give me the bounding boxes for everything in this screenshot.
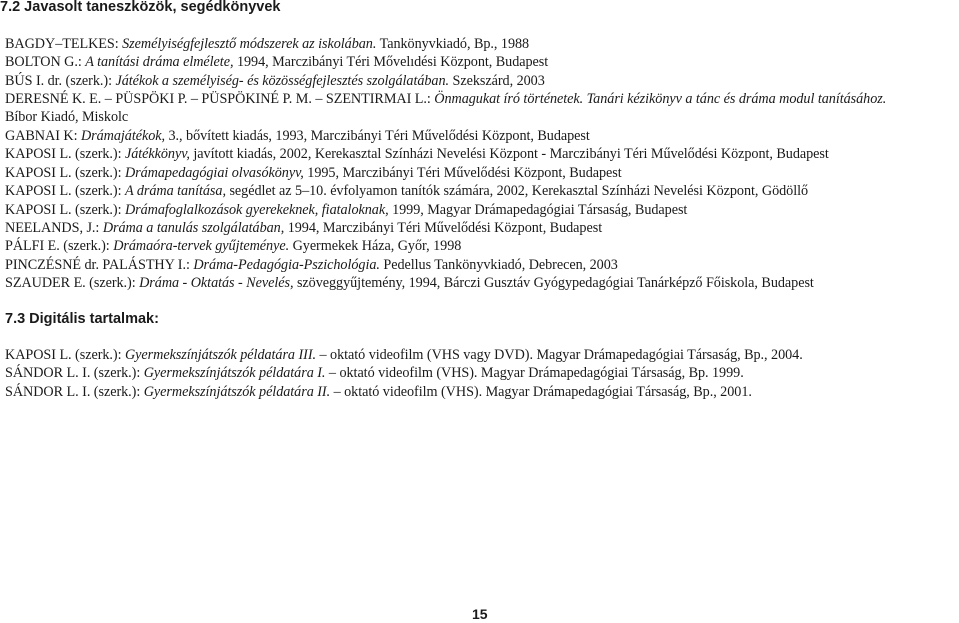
reference-text: GABNAI K: — [5, 128, 81, 144]
reference-entry — [5, 364, 744, 382]
reference-text: 1994, Marczibányi Téri Mővelıdési Központ, Budapest — [233, 54, 549, 70]
reference-text: 3., bővített kiadás, 1993, Marczibányi Téri Művelődési Központ, Budapest — [165, 128, 590, 144]
reference-text: szöveggyűjtemény, 1994, Bárczi Gusztáv Gyógypedagógiai Tanárképző Főiskola, Budapest — [293, 275, 814, 291]
reference-title: Drámajátékok, — [80, 128, 166, 144]
reference-entry — [5, 219, 602, 237]
reference-text: javított kiadás, 2002, Kerekasztal Színházi Nevelési Központ - Marczibányi Téri Művelődési Központ, Budapest — [189, 146, 829, 162]
section-heading-7-3: 7.3 Digitális tartalmak: — [5, 311, 159, 327]
page-number: 15 — [472, 606, 488, 622]
reference-text: BAGDY–TELKES: — [5, 36, 123, 52]
reference-text: PÁLFI E. (szerk.): — [5, 238, 114, 254]
reference-text: Gyermekek Háza, Győr, 1998 — [289, 238, 462, 254]
reference-text: Bíbor Kiadó, Miskolc — [5, 109, 129, 125]
reference-title: Játékok a személyiség- és közösségfejlesztés szolgálatában. — [115, 73, 450, 89]
reference-title: Drámapedagógiai olvasókönyv, — [124, 165, 304, 181]
reference-text: Pedellus Tankönyvkiadó, Debrecen, 2003 — [379, 257, 618, 273]
reference-text: NEELANDS, J.: — [5, 220, 103, 236]
reference-title: Dráma - Oktatás - Nevelés, — [139, 275, 294, 291]
reference-title: Gyermekszínjátszók példatára III. — [124, 347, 316, 363]
reference-entry — [5, 90, 886, 108]
reference-entry — [5, 237, 461, 255]
reference-entry — [5, 274, 814, 292]
reference-text: SÁNDOR L. I. (szerk.): — [5, 384, 144, 400]
reference-text: DERESNÉ K. E. – PÜSPÖKI P. – PÜSPÖKINÉ P. M. – SZENTIRMAI L.: — [5, 91, 435, 107]
reference-entry — [5, 72, 545, 90]
reference-text: SZAUDER E. (szerk.): — [5, 275, 140, 291]
reference-text: Tankönyvkiadó, Bp., 1988 — [376, 36, 530, 52]
reference-entry — [5, 346, 803, 364]
reference-text: KAPOSI L. (szerk.): — [5, 202, 125, 218]
reference-text: – oktató videofilm (VHS). Magyar Drámapedagógiai Társaság, Bp., 2001. — [330, 384, 752, 400]
reference-text: 1999, Magyar Drámapedagógiai Társaság, Budapest — [388, 202, 688, 218]
reference-text: KAPOSI L. (szerk.): — [5, 146, 125, 162]
reference-title: Drámafoglalkozások gyerekeknek, fiataloknak, — [124, 202, 389, 218]
reference-text: – oktató videofilm (VHS). Magyar Drámapedagógiai Társaság, Bp. 1999. — [325, 365, 744, 381]
reference-title: Gyermekszínjátszók példatára I. — [143, 365, 326, 381]
reference-text: segédlet az 5–10. évfolyamon tanítók számára, 2002, Kerekasztal Színházi Nevelési Központ, Gödöllő — [225, 183, 809, 199]
reference-entry — [5, 108, 128, 126]
reference-title: Játékkönyv, — [124, 146, 190, 162]
section-heading-7-2: 7.2 Javasolt taneszközök, segédkönyvek — [0, 0, 281, 15]
reference-entry — [5, 53, 548, 71]
reference-text: KAPOSI L. (szerk.): — [5, 347, 125, 363]
reference-text: KAPOSI L. (szerk.): — [5, 183, 125, 199]
reference-title: A dráma tanítása, — [124, 183, 226, 199]
reference-title: A tanítási dráma elmélete, — [85, 54, 234, 70]
reference-text: SÁNDOR L. I. (szerk.): — [5, 365, 144, 381]
reference-text: 1995, Marczibányi Téri Művelődési Központ, Budapest — [303, 165, 622, 181]
reference-text: BÚS I. dr. (szerk.): — [5, 73, 116, 89]
reference-entry — [5, 164, 622, 182]
reference-entry — [5, 201, 687, 219]
reference-text: BOLTON G.: — [5, 54, 86, 70]
reference-title: Személyiségfejlesztő módszerek az iskolában. — [122, 36, 377, 52]
reference-text: KAPOSI L. (szerk.): — [5, 165, 125, 181]
reference-text: Szekszárd, 2003 — [449, 73, 545, 89]
reference-entry — [5, 35, 529, 53]
reference-text: 1994, Marczibányi Téri Művelődési Központ, Budapest — [284, 220, 603, 236]
reference-title: Dráma a tanulás szolgálatában, — [102, 220, 285, 236]
reference-entry — [5, 182, 808, 200]
reference-title: Dráma-Pedagógia-Pszichológia. — [193, 257, 380, 273]
reference-entry — [5, 127, 590, 145]
reference-entry — [5, 256, 618, 274]
reference-text: PINCZÉSNÉ dr. PALÁSTHY I.: — [5, 257, 194, 273]
reference-entry — [5, 145, 829, 163]
reference-title: Önmagukat író történetek. Tanári kézikönyv a tánc és dráma modul tanításához. — [434, 91, 887, 107]
reference-text: – oktató videofilm (VHS vagy DVD). Magyar Drámapedagógiai Társaság, Bp., 2004. — [316, 347, 803, 363]
reference-title: Drámaóra-tervek gyűjteménye. — [113, 238, 290, 254]
reference-entry — [5, 383, 752, 401]
reference-title: Gyermekszínjátszók példatára II. — [143, 384, 331, 400]
